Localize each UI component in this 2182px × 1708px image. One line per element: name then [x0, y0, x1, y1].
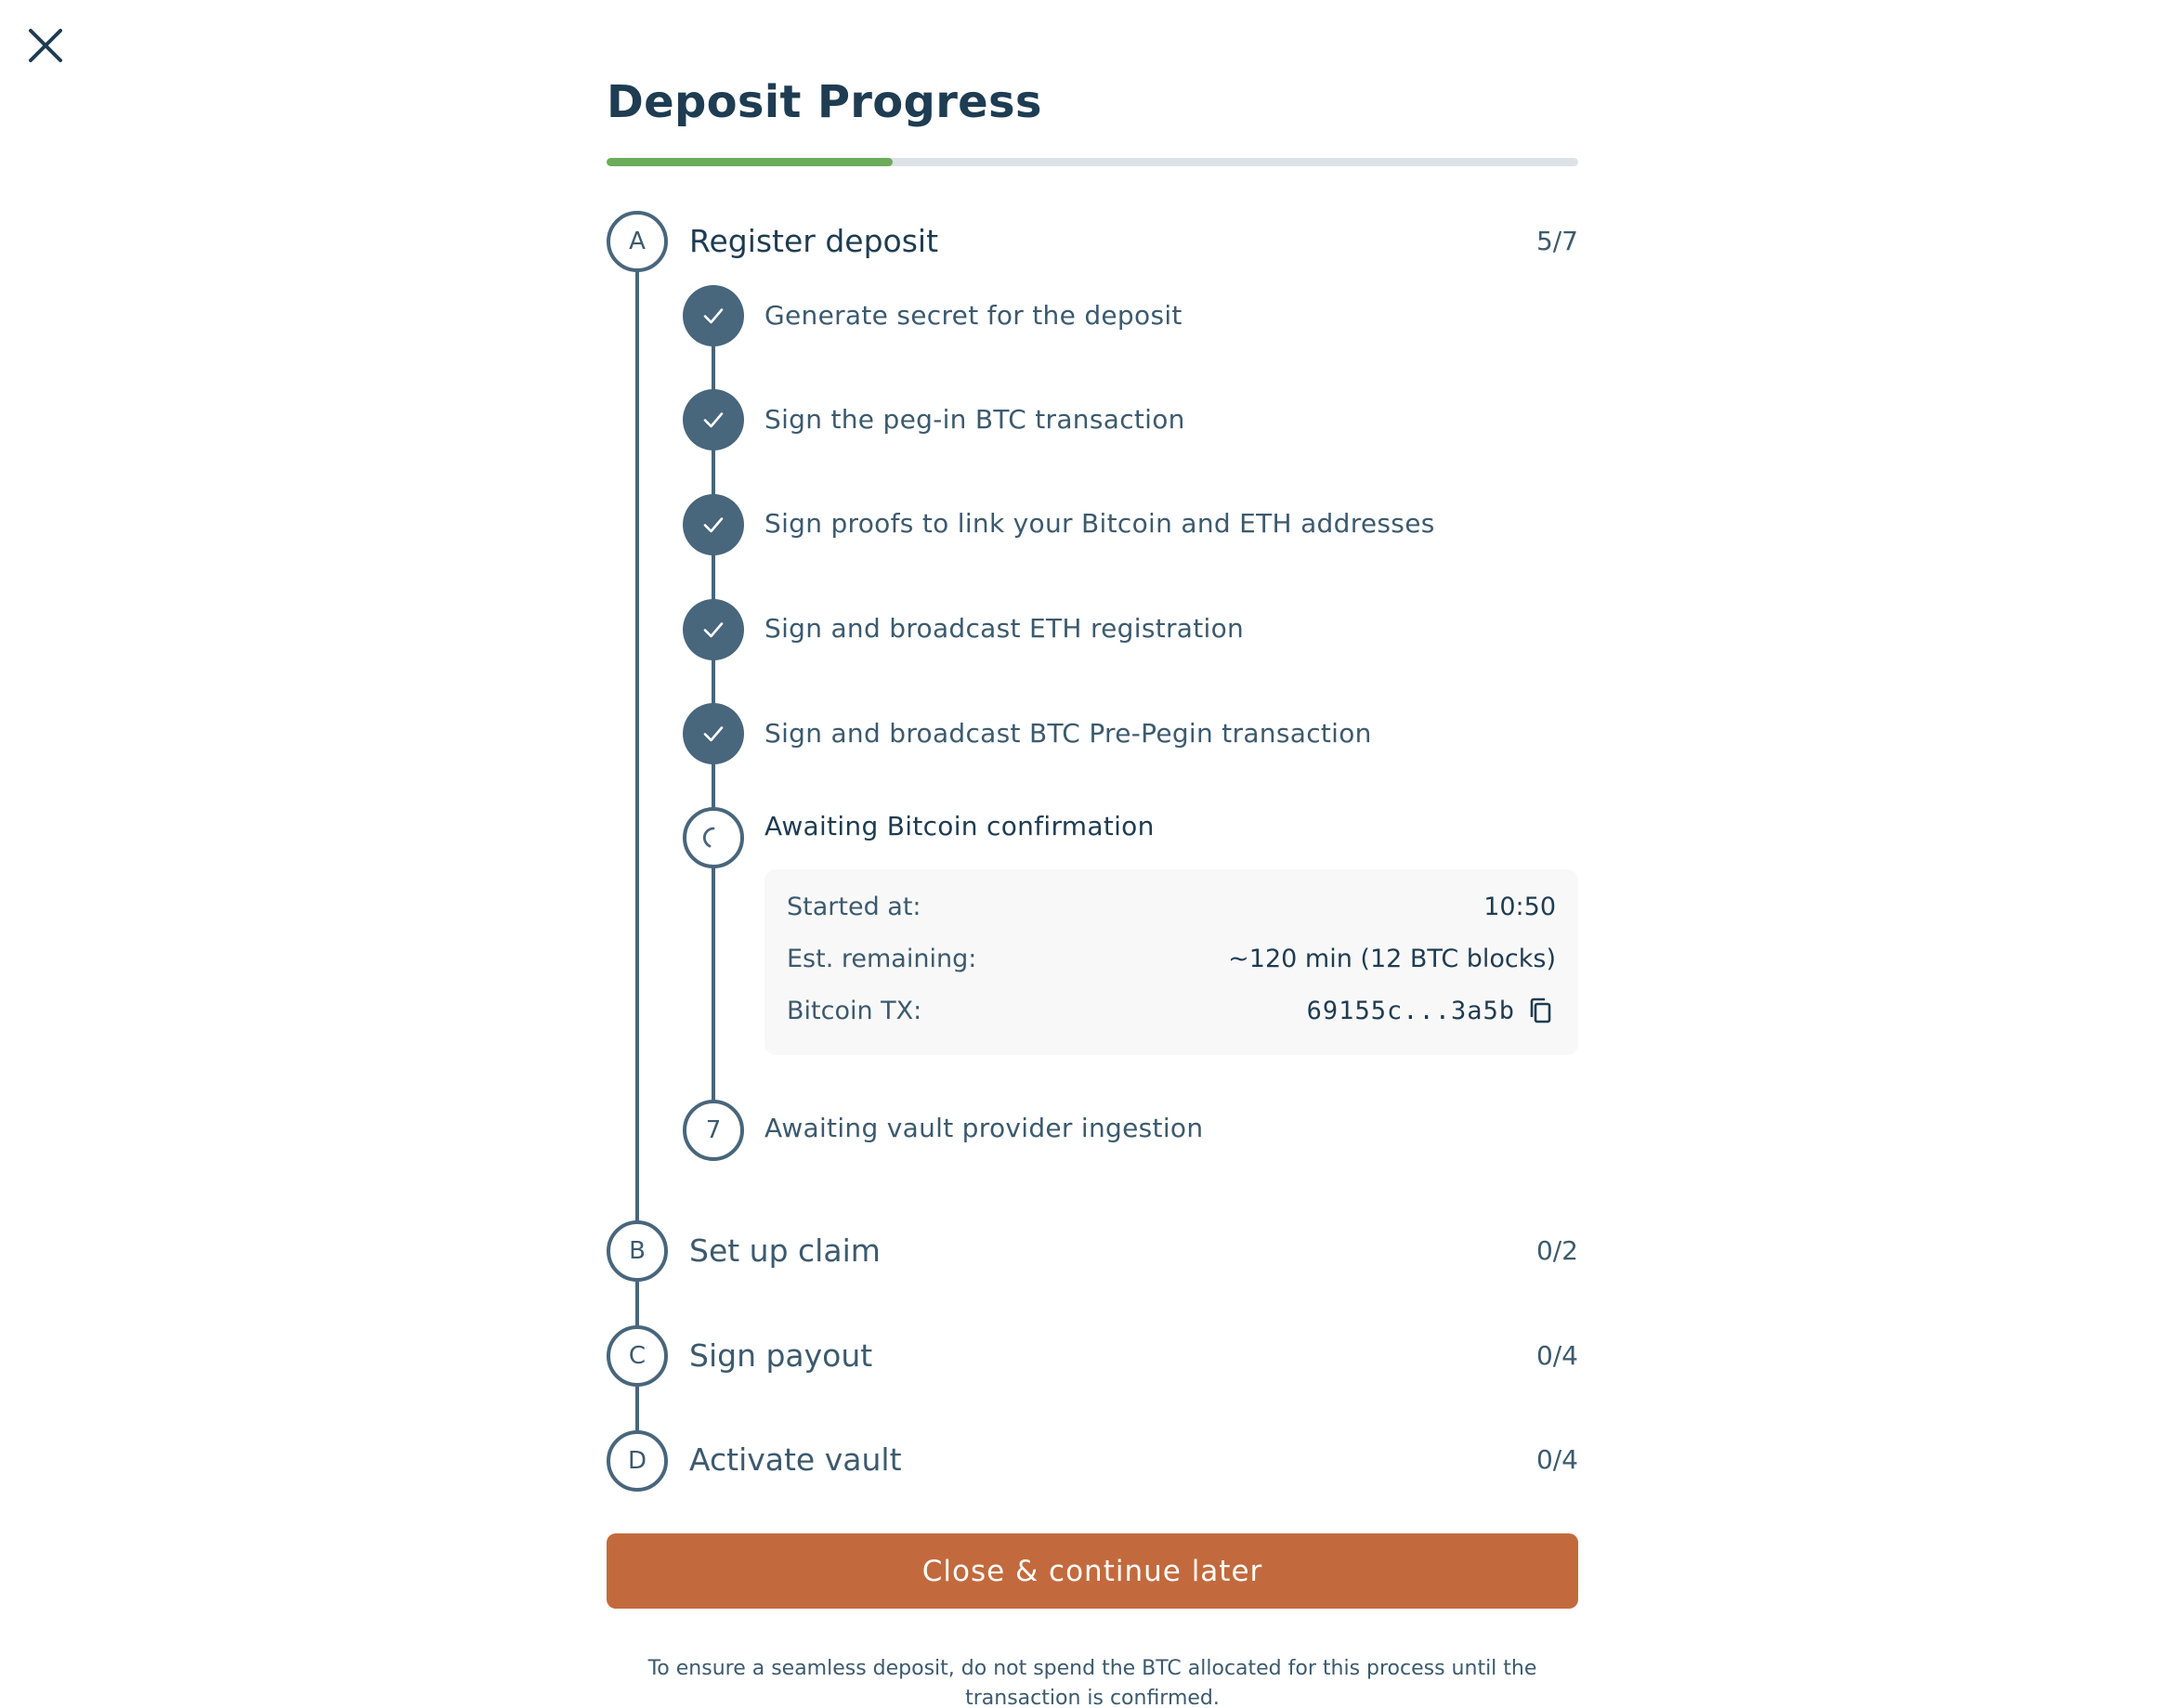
bitcoin-tx-hash: 69155c...3a5b [1306, 996, 1515, 1025]
phase-c-marker [607, 1325, 668, 1387]
step-7-label: Awaiting vault provider ingestion [764, 1113, 1204, 1143]
step-6-label: Awaiting Bitcoin confirmation [764, 811, 1155, 841]
phase-connector-line [635, 1282, 639, 1332]
phase-b-title: Set up claim [689, 1232, 881, 1269]
bitcoin-tx-value-group [1307, 996, 1556, 1025]
phase-connector-line [635, 1387, 639, 1437]
phase-b-letter: B [629, 1237, 646, 1265]
step-1-label: Generate secret for the deposit [764, 300, 1182, 331]
close-continue-later-button[interactable]: Close & continue later [607, 1533, 1578, 1609]
step-4-label: Sign and broadcast ETH registration [764, 613, 1245, 644]
started-at-label: Started at: [787, 892, 921, 921]
step-4-check-icon [683, 599, 744, 660]
phase-d-title: Activate vault [689, 1441, 902, 1478]
bitcoin-tx-row [787, 992, 1556, 1029]
est-remaining-value: ~120 min (12 BTC blocks) [1228, 944, 1556, 973]
phase-b-marker [607, 1220, 668, 1282]
step-3-check-icon [683, 494, 744, 555]
step-6-spinner-icon [683, 807, 744, 868]
phase-c-title: Sign payout [689, 1337, 873, 1374]
step-2-label: Sign the peg-in BTC transaction [764, 404, 1185, 435]
step-5-label: Sign and broadcast BTC Pre-Pegin transaction [764, 718, 1372, 749]
started-at-value: 10:50 [1483, 892, 1556, 921]
phase-a-count: 5/7 [1535, 226, 1578, 256]
phase-b-count: 0/2 [1535, 1235, 1578, 1266]
phase-connector-line [635, 241, 639, 1226]
step-5-check-icon [683, 703, 744, 764]
est-remaining-label: Est. remaining: [787, 944, 977, 973]
phase-c-count: 0/4 [1535, 1340, 1578, 1371]
phase-d-count: 0/4 [1535, 1444, 1578, 1475]
step-7-number: 7 [705, 1116, 722, 1144]
deposit-progress-panel [607, 0, 1578, 1708]
deposit-warning-note: To ensure a seamless deposit, do not spend the BTC allocated for this process until the transaction is confirmed. [647, 1657, 1537, 1708]
started-at-row [787, 888, 1556, 925]
phase-d-marker [607, 1430, 668, 1492]
progress-bar [607, 158, 1578, 166]
step-1-check-icon [683, 285, 744, 346]
copy-icon[interactable] [1526, 996, 1556, 1025]
page-title: Deposit Progress [607, 76, 1042, 128]
step-3-label: Sign proofs to link your Bitcoin and ETH addresses [764, 508, 1435, 539]
phase-c-letter: C [628, 1342, 647, 1370]
step-2-check-icon [683, 389, 744, 450]
progress-bar-fill [607, 158, 893, 166]
confirmation-details-card [764, 869, 1578, 1055]
phase-a-letter: A [629, 228, 646, 255]
est-remaining-row [787, 940, 1556, 977]
bitcoin-tx-label: Bitcoin TX: [787, 996, 922, 1025]
step-7-marker [683, 1100, 744, 1161]
close-icon[interactable] [24, 24, 67, 67]
phase-a-marker [607, 211, 668, 272]
phase-a-title: Register deposit [689, 223, 939, 259]
phase-d-letter: D [627, 1447, 647, 1475]
